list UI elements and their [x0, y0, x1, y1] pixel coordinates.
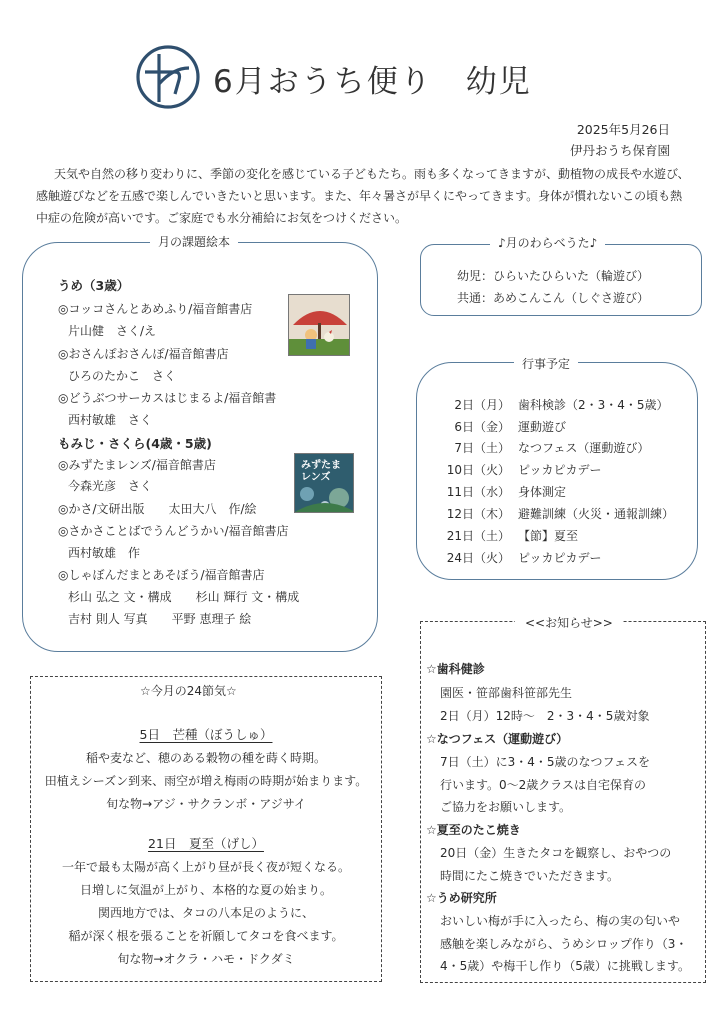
solar-term-line: 稲が深く根を張ることを祈願してタコを食べます。 [68, 929, 344, 943]
event-date: 12日（木） [446, 507, 510, 521]
intro-paragraph: 天気や自然の移り変わりに、季節の変化を感じている子どもたち。雨も多くなってきますが、動植物の成長や水遊び、感触遊びなどを五感で楽しんでいきたいと思います。また、年々暑さが早くにやってきます。身体が慣れないこの頃も熱中症の危険が高いです。ご家庭でも水分補給にお気をつけください。 [36, 167, 690, 225]
warabeuta-title: ♪月のわらべうた♪ [490, 234, 605, 251]
events-title: 行事予定 [514, 355, 578, 372]
solar-term-line: 関西地方では、タコの八本足のように、 [97, 906, 314, 920]
event-date: 7日（土） [454, 441, 510, 455]
event-date: 2日（月） [454, 398, 510, 412]
warabeuta-line: 共通：あめこんこん（しぐさ遊び） [457, 291, 650, 305]
solar-term-heading: 5日 芒種（ぼうしゅ） [139, 727, 273, 742]
event-text: 歯科検診（2・3・4・5歳） [518, 398, 669, 412]
book-line: うめ（3歳） [58, 278, 130, 293]
event-date: 11日（水） [446, 485, 510, 499]
notice-line: ☆歯科健診 [426, 662, 485, 676]
solar-term-line: 旬な物→オクラ・ハモ・ドクダミ [117, 952, 295, 966]
solar-term-heading: 21日 夏至（げし） [148, 836, 264, 851]
solar-term-line: 稲や麦など、穂のある穀物の種を蒔く時期。 [85, 751, 326, 765]
event-date: 10日（火） [446, 463, 510, 477]
notice-line: ご協力をお願いします。 [440, 800, 572, 814]
event-text: ピッカピカデー [518, 463, 602, 477]
page-title: 6月おうち便り 幼児 [213, 64, 532, 100]
solar-term-line: 日増しに気温が上がり、本格的な夏の始まり。 [79, 883, 332, 897]
book-cover-mizutama-image [294, 453, 354, 513]
solar-terms-title: ☆今月の24節気☆ [136, 682, 241, 699]
solar-term-line: 一年で最も太陽が高く上がり昼が長く夜が短くなる。 [61, 860, 350, 874]
nursery-logo-icon [135, 44, 201, 110]
notice-line: 園医・笹部歯科笹部先生 [440, 686, 573, 700]
book-line: ◎みずたまレンズ/福音館書店 [58, 458, 216, 472]
book-line: もみじ・さくら(4歳・5歳) [58, 436, 212, 451]
book-line: ◎コッコさんとあめふり/福音館書店 [58, 302, 253, 316]
book-line: ◎かさ/文研出版 太田大八 作/絵 [58, 502, 257, 516]
notice-line: 感触を楽しみながら、うめシロップ作り（3・ [440, 937, 688, 951]
solar-term-line: 旬な物→アジ・サクランボ・アジサイ [106, 797, 306, 811]
event-date: 24日（火） [446, 551, 510, 565]
book-line: 吉村 則人 写真 平野 恵理子 絵 [68, 612, 252, 626]
book-line: 杉山 弘之 文・構成 杉山 輝行 文・構成 [68, 590, 300, 604]
event-text: ピッカピカデー [518, 551, 602, 565]
notice-line: おいしい梅が手に入ったら、梅の実の匂いや [440, 914, 681, 928]
notice-line: ☆うめ研究所 [426, 891, 497, 905]
event-text: 運動遊び [518, 420, 567, 434]
notice-line: 時間にたこ焼きでいただきます。 [440, 869, 620, 883]
book-line: 西村敏雄 作 [68, 546, 141, 560]
event-date: 21日（土） [446, 529, 510, 543]
issue-date: 2025年5月26日 [576, 122, 670, 137]
book-line: ◎しゃぼんだまとあそぼう/福音館書店 [58, 568, 265, 582]
notice-line: 2日（月）12時～ 2・3・4・5歳対象 [440, 709, 650, 723]
book-cover-kokko-image [288, 294, 350, 356]
book-line: 今森光彦 さく [68, 479, 153, 493]
book-line: 西村敏雄 さく [68, 413, 153, 427]
notice-line: 20日（金）生きたタコを観察し、おやつの [440, 846, 672, 860]
event-text: 【節】夏至 [518, 529, 579, 543]
book-line: ◎さかさことばでうんどうかい/福音館書店 [58, 524, 289, 538]
notice-line: 7日（土）に3・4・5歳のなつフェスを [440, 755, 650, 769]
event-text: 避難訓練（火災・通報訓練） [518, 507, 675, 521]
book-line: ◎どうぶつサーカスはじまるよ/福音館書 [58, 391, 277, 405]
notice-line: 行います。0～2歳クラスは自宅保育の [440, 778, 646, 792]
notice-line: ☆夏至のたこ焼き [426, 823, 521, 837]
book-line: ひろのたかこ さく [68, 369, 177, 383]
organization-name: 伊丹おうち保育園 [569, 143, 670, 158]
solar-term-line: 田植えシーズン到来、雨空が増え梅雨の時期が始まります。 [44, 774, 368, 788]
event-text: 身体測定 [518, 485, 567, 499]
cover-title-text: みずたま レンズ [301, 460, 341, 483]
book-line: ◎おさんぽおさんぽ/福音館書店 [58, 347, 229, 361]
picture-books-title: 月の課題絵本 [150, 233, 238, 250]
notice-title: <<お知らせ>> [515, 614, 623, 631]
notice-line: 4・5歳）や梅干し作り（5歳）に挑戦します。 [440, 959, 690, 973]
book-line: 片山健 さく/え [68, 324, 157, 338]
warabeuta-line: 幼児：ひらいたひらいた（輪遊び） [457, 269, 650, 283]
notice-line: ☆なつフェス（運動遊び） [426, 732, 569, 746]
event-text: なつフェス（運動遊び） [518, 441, 650, 455]
event-date: 6日（金） [454, 420, 510, 434]
